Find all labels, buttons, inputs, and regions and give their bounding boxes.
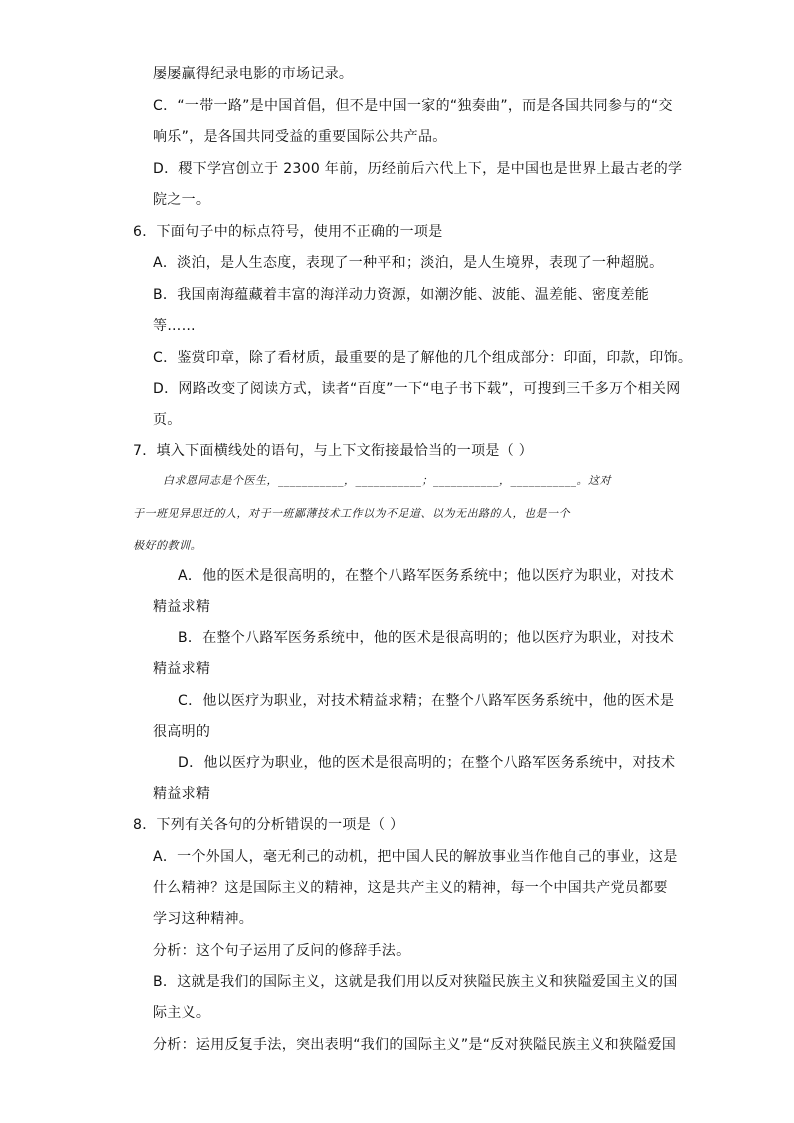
- q7-option-a-line2: 精益求精: [153, 599, 211, 615]
- q6-option-d-line2: 页。: [153, 412, 182, 428]
- q8-option-b-line2: 际主义。: [153, 1005, 211, 1021]
- q5-option-d-line2: 院之一。: [153, 192, 211, 208]
- q8-option-a-line2: 什么精神？这是国际主义的精神，这是共产主义的精神，每一个中国共产党员都要: [153, 880, 668, 896]
- q8-option-a-line1: A．一个外国人，毫无利己的动机，把中国人民的解放事业当作他自己的事业，这是: [153, 849, 678, 865]
- q7-option-c-line2: 很高明的: [153, 724, 211, 740]
- q7-passage-line3: 极好的教训。: [133, 539, 202, 552]
- q7-option-c-line1: C．他以医疗为职业，对技术精益求精；在整个八路军医务系统中，他的医术是: [178, 693, 675, 709]
- q8-stem: 8．下列有关各句的分析错误的一项是（ ）: [133, 817, 405, 833]
- q6-stem: 6．下面句子中的标点符号，使用不正确的一项是: [133, 224, 443, 240]
- q6-option-d-line1: D．网路改变了阅读方式，读者“百度”一下“电子书下载”，可搜到三千多万个相关网: [153, 381, 681, 397]
- q8-option-a-analysis: 分析：这个句子运用了反问的修辞手法。: [153, 943, 411, 959]
- q6-option-c: C．鉴赏印章，除了看材质，最重要的是了解他的几个组成部分：印面，印款，印饰。: [153, 350, 693, 366]
- q5-option-d-line1: D．稷下学宫创立于 2300 年前，历经前后六代上下，是中国也是世界上最古老的学: [153, 161, 683, 177]
- q5-option-c-line2: 响乐”，是各国共同受益的重要国际公共产品。: [153, 129, 447, 145]
- q7-passage-line1: 白求恩同志是个医生，___________，___________；___________，___________。这对: [163, 474, 611, 487]
- q7-passage-line2: 于一班见异思迁的人，对于一班鄙薄技术工作以为不足道、以为无出路的人，也是一个: [133, 507, 570, 520]
- q8-option-b-line1: B．这就是我们的国际主义，这就是我们用以反对狭隘民族主义和狭隘爱国主义的国: [153, 974, 678, 990]
- q6-option-a: A．淡泊，是人生态度，表现了一种平和；淡泊，是人生境界，表现了一种超脱。: [153, 255, 664, 271]
- q7-stem: 7．填入下面横线处的语句，与上下文衔接最恰当的一项是（ ）: [133, 443, 534, 459]
- q5-option-c-line1: C．“一带一路”是中国首倡，但不是中国一家的“独奏曲”，而是各国共同参与的“交: [153, 98, 673, 114]
- q7-option-b-line2: 精益求精: [153, 661, 211, 677]
- q7-option-d-line2: 精益求精: [153, 786, 211, 802]
- q7-option-b-line1: B．在整个八路军医务系统中，他的医术是很高明的；他以医疗为职业，对技术: [178, 630, 675, 646]
- q6-option-b-line2: 等……: [153, 318, 196, 334]
- q7-option-a-line1: A．他的医术是很高明的，在整个八路军医务系统中；他以医疗为职业，对技术: [178, 568, 675, 584]
- q8-option-a-line3: 学习这种精神。: [153, 911, 254, 927]
- q5-option-b-tail: 屡屡赢得纪录电影的市场记录。: [153, 66, 354, 82]
- q8-option-b-analysis: 分析：运用反复手法，突出表明“我们的国际主义”是“反对狭隘民族主义和狭隘爱国: [153, 1037, 677, 1053]
- q6-option-b-line1: B．我国南海蕴藏着丰富的海洋动力资源，如潮汐能、波能、温差能、密度差能: [153, 287, 650, 303]
- q7-option-d-line1: D．他以医疗为职业，他的医术是很高明的；在整个八路军医务系统中，对技术: [178, 755, 676, 771]
